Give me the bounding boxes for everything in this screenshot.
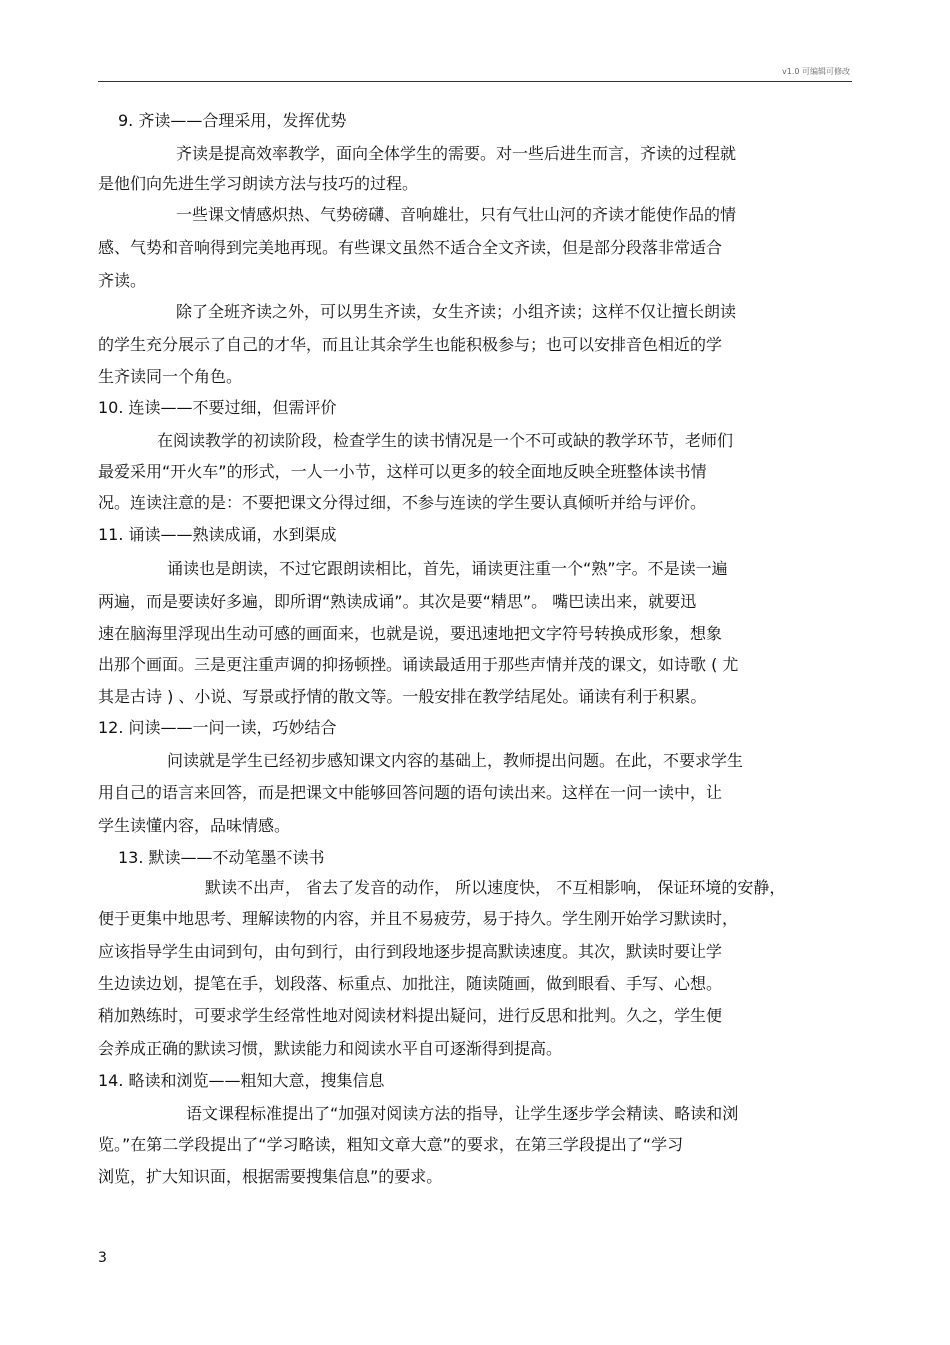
text-line: 速在脑海里浮现出生动可感的画面来，也就是说，要迅速地把文字符号转换成形象，想象 bbox=[98, 624, 723, 643]
text-line: 览。”在第二学段提出了“学习略读，粗知文章大意”的要求，在第三学段提出了“学习 bbox=[98, 1135, 684, 1154]
text-line: 稍加熟练时，可要求学生经常性地对阅读材料提出疑问，进行反思和批判。久之，学生便 bbox=[98, 1006, 723, 1025]
page-number: 3 bbox=[98, 1250, 107, 1266]
text-line: 用自己的语言来回答，而是把课文中能够回答问题的语句读出来。这样在一问一读中，让 bbox=[98, 783, 723, 802]
text-line: 在阅读教学的初读阶段，检查学生的读书情况是一个不可或缺的教学环节，老师们 bbox=[157, 431, 734, 450]
heading-10: 10. 连读——不要过细，但需评价 bbox=[98, 398, 337, 417]
header-version-tag: v1.0 可编辑可修改 bbox=[782, 67, 850, 76]
text-line: 学生读懂内容，品味情感。 bbox=[98, 816, 291, 835]
text-line: 是他们向先进生学习朗读方法与技巧的过程。 bbox=[98, 174, 419, 193]
text-line: 会养成正确的默读习惯，默读能力和阅读水平自可逐渐得到提高。 bbox=[98, 1039, 563, 1058]
text-line: 语文课程标准提出了“加强对阅读方法的指导，让学生逐步学会精读、略读和浏 bbox=[186, 1104, 739, 1123]
text-line: 诵读也是朗读，不过它跟朗读相比，首先，诵读更注重一个“熟”字。不是读一遍 bbox=[167, 559, 728, 578]
text-line: 除了全班齐读之外，可以男生齐读，女生齐读；小组齐读；这样不仅让擅长朗读 bbox=[176, 302, 737, 321]
text-line: 齐读是提高效率教学，面向全体学生的需要。对一些后进生而言，齐读的过程就 bbox=[176, 144, 737, 163]
text-line: 的学生充分展示了自己的才华，而且让其余学生也能积极参与；也可以安排音色相近的学 bbox=[98, 335, 723, 354]
heading-13: 13. 默读——不动笔墨不读书 bbox=[118, 848, 325, 867]
text-line: 两遍，而是要读好多遍，即所谓“熟读成诵”。其次是要“精思”。 嘴巴读出来，就要迅 bbox=[98, 592, 697, 611]
text-line: 一些课文情感炽热、气势磅礴、音响雄壮，只有气壮山河的齐读才能使作品的情 bbox=[176, 205, 737, 224]
text-line: 出那个画面。三是更注重声调的抑扬顿挫。诵读最适用于那些声情并茂的课文，如诗歌 ( 尤 bbox=[98, 655, 739, 674]
text-line: 最爱采用“开火车”的形式，一人一小节，这样可以更多的较全面地反映全班整体读书情 bbox=[98, 462, 707, 481]
heading-12: 12. 问读——一问一读，巧妙结合 bbox=[98, 718, 337, 737]
text-line: 感、气势和音响得到完美地再现。有些课文虽然不适合全文齐读，但是部分段落非常适合 bbox=[98, 238, 723, 257]
header-rule bbox=[98, 81, 852, 82]
text-line: 生边读边划，提笔在手，划段落、标重点、加批注，随读随画，做到眼看、手写、心想。 bbox=[98, 974, 723, 993]
text-line: 其是古诗 ) 、小说、写景或抒情的散文等。一般安排在教学结尾处。诵读有利于积累。 bbox=[98, 687, 707, 706]
text-line: 问读就是学生已经初步感知课文内容的基础上，教师提出问题。在此，不要求学生 bbox=[167, 751, 744, 770]
text-line: 便于更集中地思考、理解读物的内容，并且不易疲劳，易于持久。学生刚开始学习默读时， bbox=[98, 909, 739, 928]
text-line: 浏览，扩大知识面，根据需要搜集信息”的要求。 bbox=[98, 1167, 443, 1186]
text-line: 默读不出声， 省去了发音的动作， 所以速度快， 不互相影响， 保证环境的安静， bbox=[205, 878, 786, 897]
text-line: 齐读。 bbox=[98, 271, 147, 290]
heading-9: 9. 齐读——合理采用，发挥优势 bbox=[118, 111, 347, 130]
text-line: 生齐读同一个角色。 bbox=[98, 367, 243, 386]
heading-14: 14. 略读和浏览——粗知大意，搜集信息 bbox=[98, 1071, 385, 1090]
text-line: 况。连读注意的是：不要把课文分得过细，不参与连读的学生要认真倾听并给与评价。 bbox=[98, 493, 707, 512]
heading-11: 11. 诵读——熟读成诵，水到渠成 bbox=[98, 525, 337, 544]
text-line: 应该指导学生由词到句，由句到行，由行到段地逐步提高默读速度。其次，默读时要让学 bbox=[98, 942, 723, 961]
